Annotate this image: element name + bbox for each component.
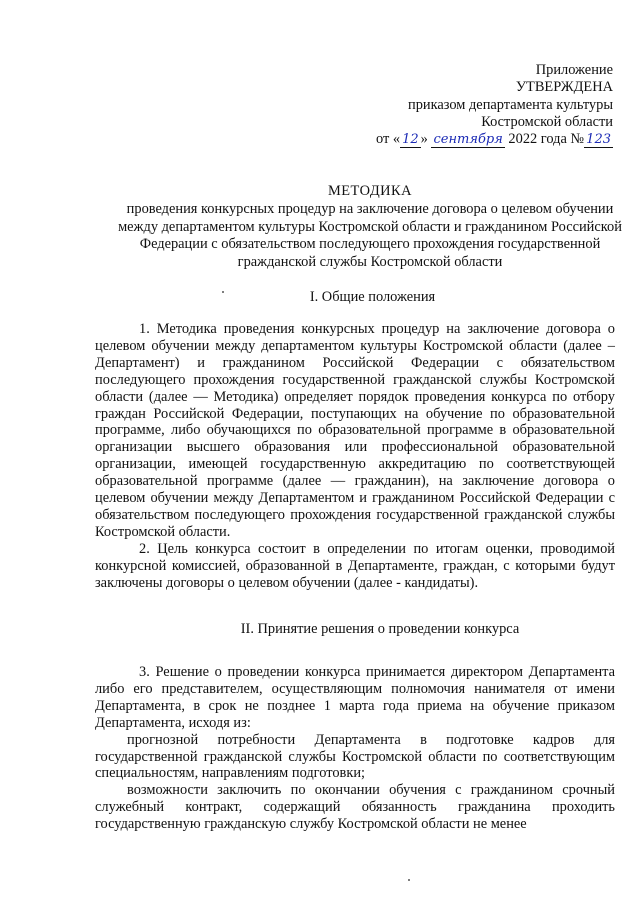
order-date-line xyxy=(376,131,613,148)
document-title: МЕТОДИКА xyxy=(327,183,413,199)
section-1-heading: I. Общие положения xyxy=(309,289,436,305)
approved-label: УТВЕРЖДЕНА xyxy=(515,79,613,96)
document-title-block xyxy=(110,183,630,271)
date-month: сентября xyxy=(433,132,503,148)
paragraph-1: 1. Методика проведения конкурсных процедур на заключение договора о целевом обучении между департаментом культуры Костромской области (далее – Департамент) и гражданином Российской Федерации с обязательством последующего прохождения государственной гражданской службы Костромской области (далее — Методика) определяет порядок проведения конкурса по отбору граждан Российской Федерации, поступающих на обучение по образовательной программе, либо обучающихся по образовательной программе в образовательной организации высшего образования или профессиональной образовательной организации, имеющей государственную аккредитацию по соответствующей образовательной программе (далее — гражданин), на заключение договора о целевом обучении между Департаментом и гражданином Российской Федерации с обязательством последующего прохождения государственной гражданской службы Костромской области. xyxy=(95,321,615,540)
section-1-body xyxy=(95,321,615,592)
date-mid: » xyxy=(420,131,428,148)
date-year: 2022 года № xyxy=(508,131,585,148)
section-2-heading: II. Принятие решения о проведении конкурса xyxy=(240,621,520,637)
paragraph-4: прогнозной потребности Департамента в подготовке кадров для государственной гражданской службы Костромской области по соответствующим специальностям, направлениям подготовки; xyxy=(95,731,615,782)
date-prefix: от « xyxy=(376,131,401,148)
order-number: 123 xyxy=(586,132,611,148)
paragraph-2: 2. Цель конкурса состоит в определении по итогам оценки, проводимой конкурсной комиссией, образованной в Департаменте, граждан, с которыми будут заключены договоры о целевом обучении (далее - кандидаты). xyxy=(95,540,615,591)
paragraph-3: 3. Решение о проведении конкурса принимается директором Департамента либо его представителем, осуществляющим полномочия нанимателя от имени Департамента, в срок не позднее 1 марта года приема на обучение приказом Департамента, исходя из: xyxy=(95,664,615,731)
order-label: приказом департамента культуры xyxy=(408,96,613,113)
paragraph-5: возможности заключить по окончании обучения с гражданином срочный служебный контракт, содержащий обязанность гражданина проходить государственную гражданскую службу Костромской области не менее xyxy=(95,782,615,833)
approval-stamp xyxy=(376,62,613,148)
date-day: 12 xyxy=(402,132,419,148)
document-subtitle: проведения конкурсных процедур на заключение договора о целевом обучении между департаментом культуры Костромской области и гражданином Российской Федерации с обязательством последующего прохождения государственной гражданской службы Костромской области xyxy=(118,201,622,270)
appendix-label: Приложение xyxy=(535,62,613,78)
scan-speck xyxy=(408,879,410,881)
section-2-body xyxy=(95,664,615,833)
region-label: Костромской области xyxy=(481,113,613,130)
